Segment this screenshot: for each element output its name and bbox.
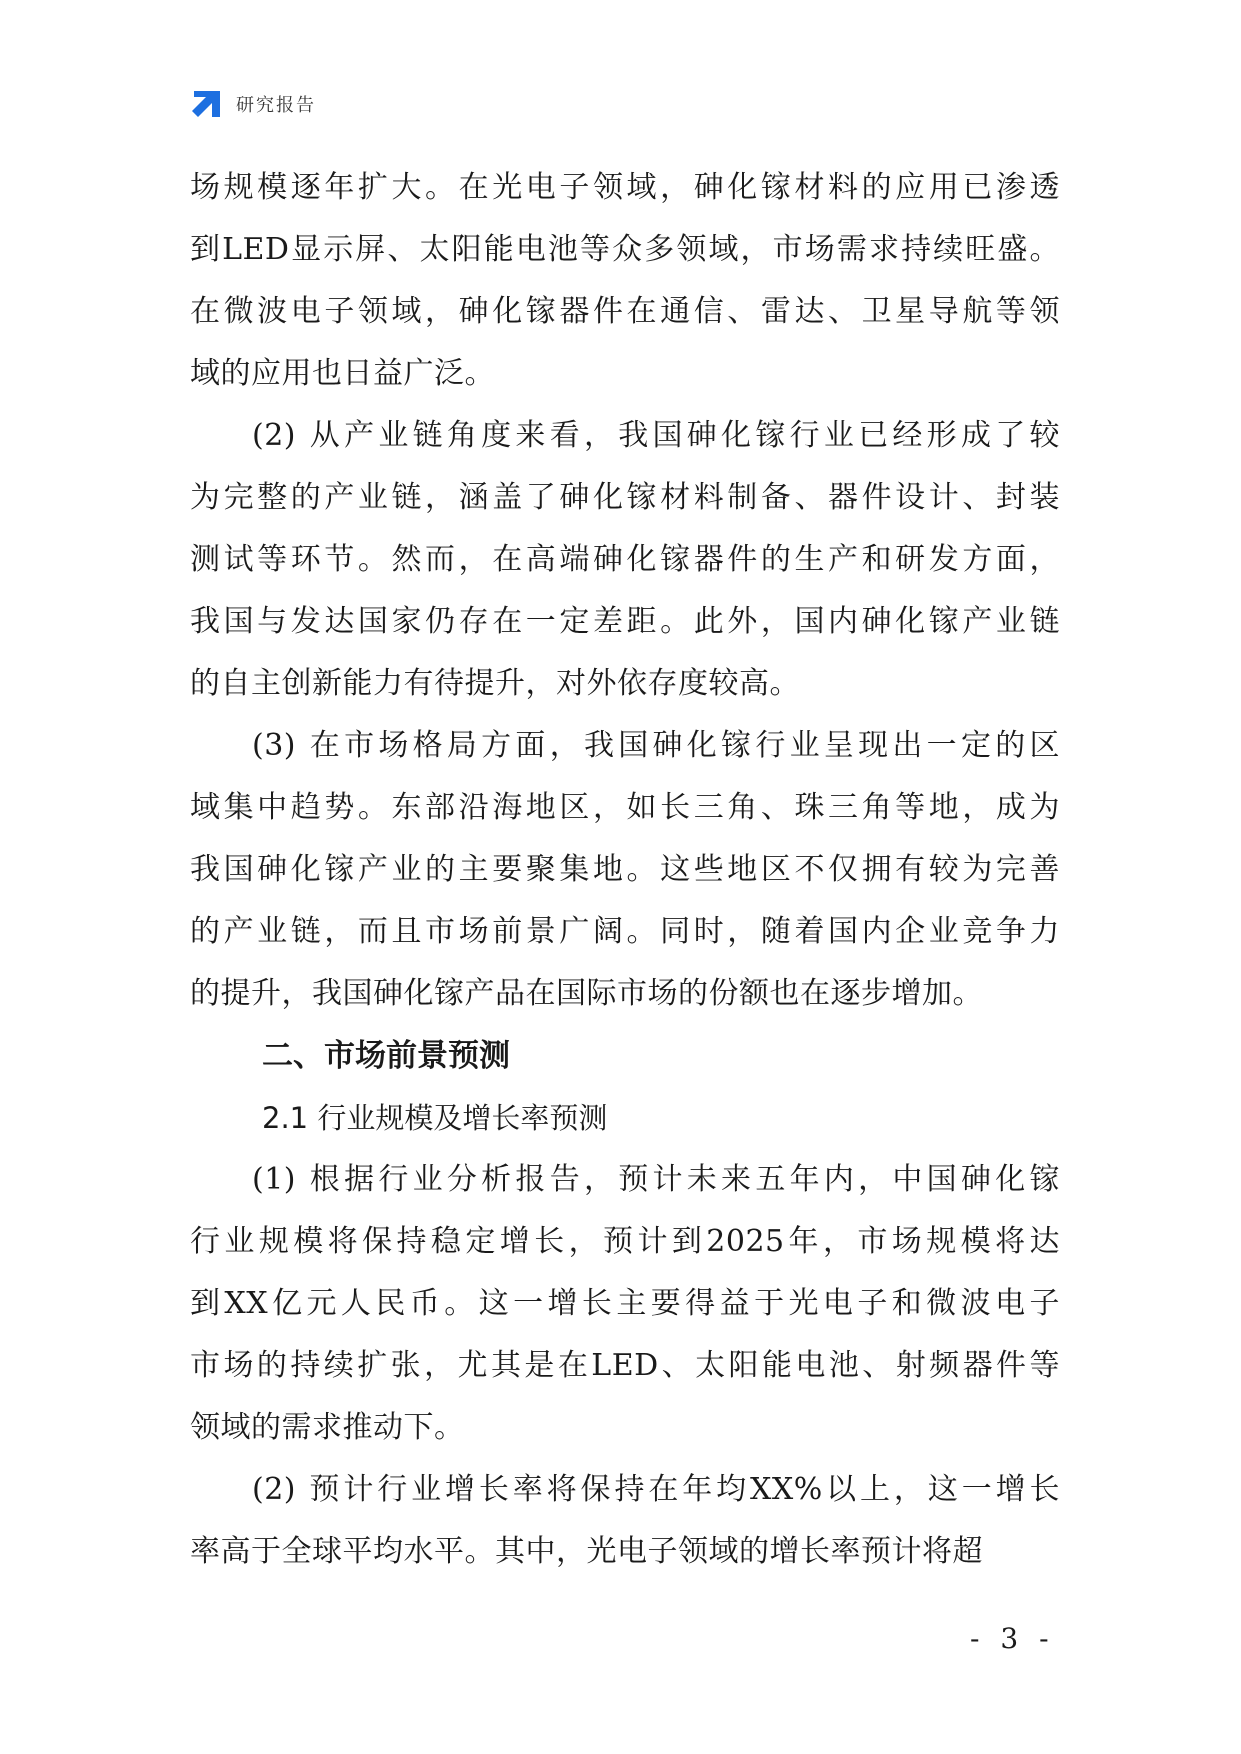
text-line: 在微波电子领域，砷化镓器件在通信、雷达、卫星导航等领: [190, 294, 1060, 329]
paragraph: [190, 1459, 1060, 1583]
text-line: 的提升，我国砷化镓产品在国际市场的份额也在逐步增加。: [190, 976, 983, 1011]
text-line: 我国砷化镓产业的主要聚集地。这些地区不仅拥有较为完善: [190, 852, 1060, 887]
document-body: [190, 157, 1060, 1583]
text-line: 域的应用也日益广泛。: [190, 356, 495, 391]
text-line: 的自主创新能力有待提升，对外依存度较高。: [190, 666, 800, 701]
page-header: [190, 86, 316, 122]
text-line: 我国与发达国家仍存在一定差距。此外，国内砷化镓产业链: [190, 604, 1060, 639]
text-line: 为完整的产业链，涵盖了砷化镓材料制备、器件设计、封装: [190, 480, 1060, 515]
text-line: 率高于全球平均水平。其中，光电子领域的增长率预计将超: [190, 1534, 983, 1569]
text-line: 行业规模将保持稳定增长，预计到2025年，市场规模将达: [190, 1224, 1060, 1259]
text-line: 到LED显示屏、太阳能电池等众多领域，市场需求持续旺盛。: [190, 232, 1060, 267]
paragraph: [190, 715, 1060, 1025]
header-title: 研究报告: [236, 95, 316, 116]
text-line: 场规模逐年扩大。在光电子领域，砷化镓材料的应用已渗透: [190, 170, 1060, 205]
subsection-heading: 2.1 行业规模及增长率预测: [262, 1101, 608, 1135]
text-line: (3) 在市场格局方面，我国砷化镓行业呈现出一定的区: [252, 728, 1060, 763]
text-line: 域集中趋势。东部沿海地区，如长三角、珠三角等地，成为: [190, 790, 1060, 825]
text-line: (2) 从产业链角度来看，我国砷化镓行业已经形成了较: [252, 418, 1060, 453]
text-line: 市场的持续扩张，尤其是在LED、太阳能电池、射频器件等: [190, 1348, 1060, 1383]
text-line: (1) 根据行业分析报告，预计未来五年内，中国砷化镓: [252, 1162, 1060, 1197]
text-line: 测试等环节。然而，在高端砷化镓器件的生产和研发方面，: [190, 542, 1060, 577]
section-heading: 二、市场前景预测: [262, 1038, 510, 1074]
text-line: 的产业链，而且市场前景广阔。同时，随着国内企业竞争力: [190, 914, 1060, 949]
arrow-up-right-icon: [190, 87, 224, 121]
paragraph: [190, 157, 1060, 405]
text-line: 领域的需求推动下。: [190, 1410, 465, 1445]
page-number: - 3 -: [970, 1622, 1055, 1655]
text-line: 到XX亿元人民币。这一增长主要得益于光电子和微波电子: [190, 1286, 1060, 1321]
paragraph: [190, 1149, 1060, 1459]
text-line: (2) 预计行业增长率将保持在年均XX%以上，这一增长: [252, 1472, 1060, 1507]
paragraph: [190, 405, 1060, 715]
